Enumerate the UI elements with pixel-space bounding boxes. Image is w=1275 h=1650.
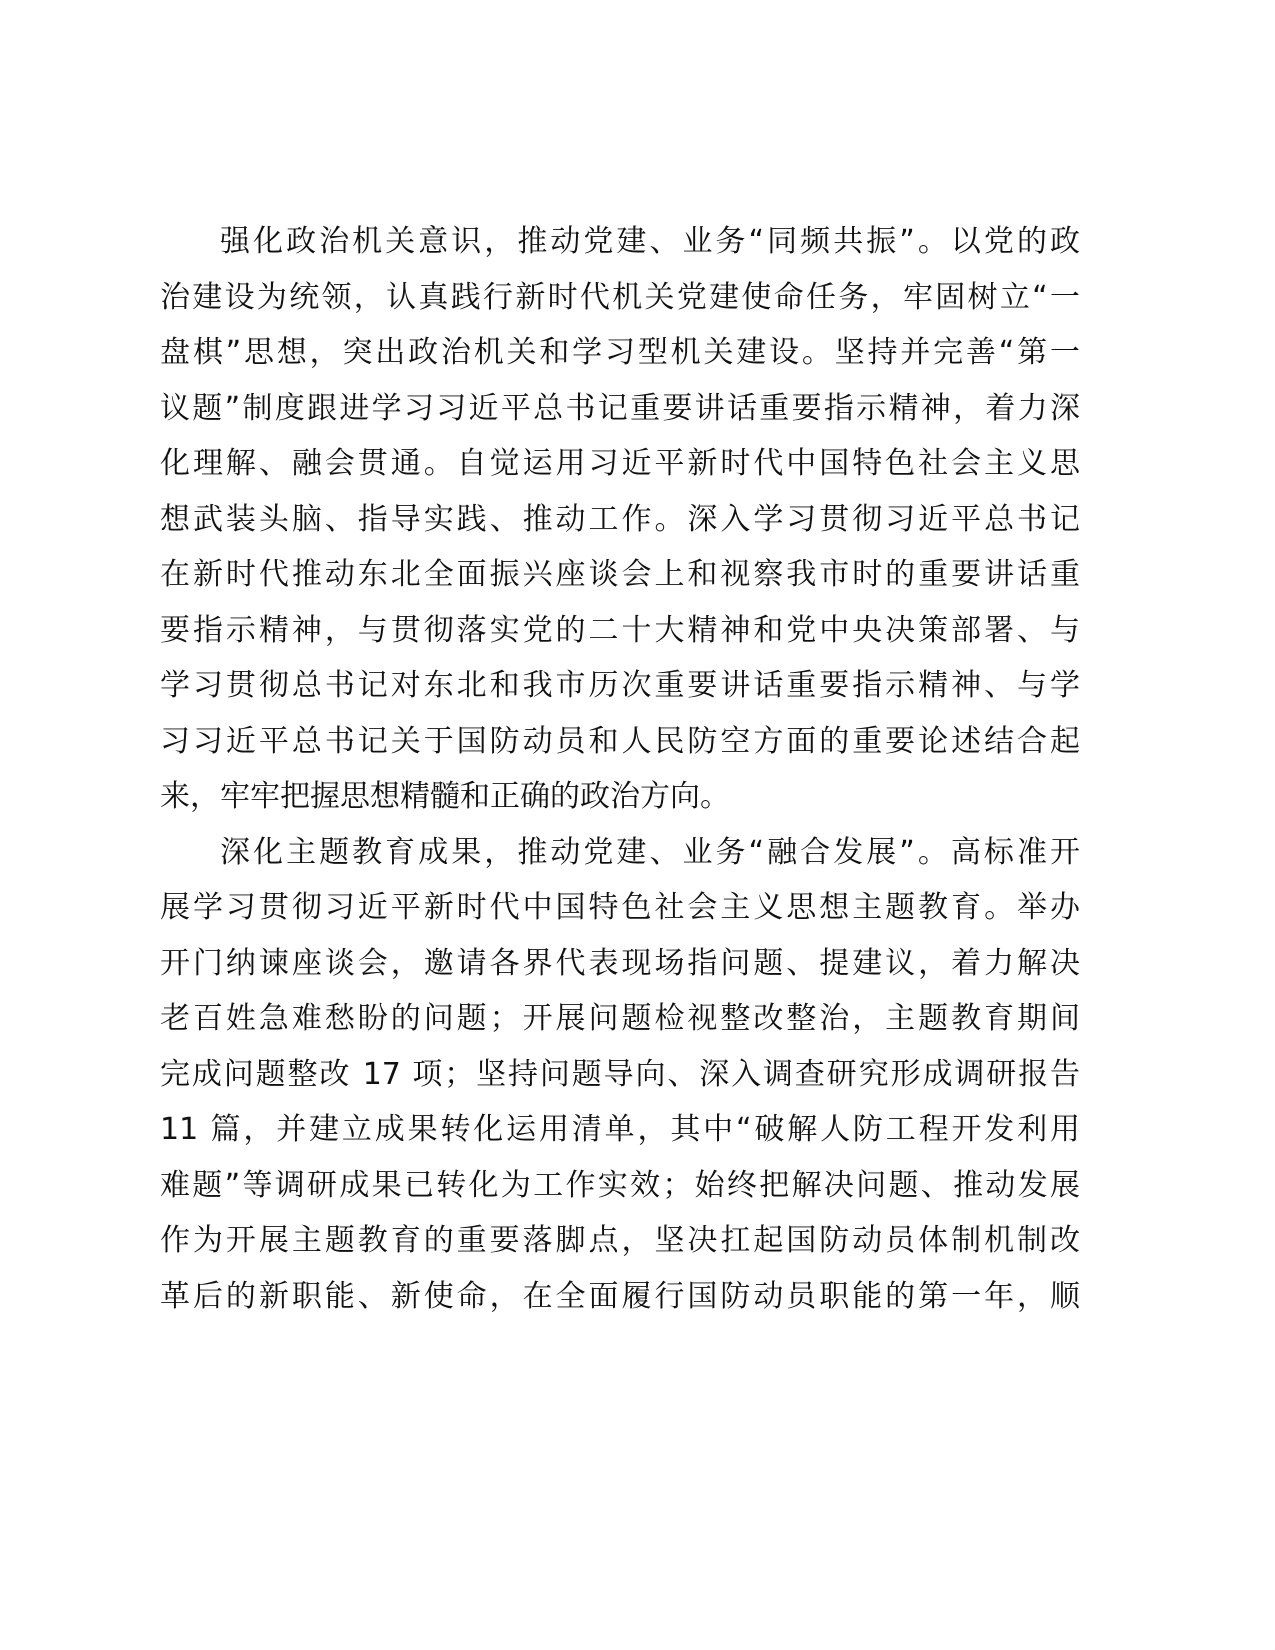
text-line: 难题”等调研成果已转化为工作实效；始终把解决问题、推动发展 <box>160 1167 1080 1203</box>
text-line: 治建设为统领，认真践行新时代机关党建使命任务，牢固树立“一 <box>160 279 1080 315</box>
text-line: 11 篇，并建立成果转化运用清单，其中“破解人防工程开发利用 <box>160 1112 1080 1147</box>
paragraph-2 <box>160 830 1080 1330</box>
text-line: 展学习贯彻习近平新时代中国特色社会主义思想主题教育。举办 <box>160 890 1080 925</box>
text-line: 完成问题整改 17 项；坚持问题导向、深入调查研究形成调研报告 <box>160 1056 1080 1092</box>
text-line: 来，牢牢把握思想精髓和正确的政治方向。 <box>160 779 730 814</box>
text-line: 习习近平总书记关于国防动员和人民防空方面的重要论述结合起 <box>160 723 1080 759</box>
paragraph-1 <box>160 219 1080 830</box>
text-line: 开门纳谏座谈会，邀请各界代表现场指问题、提建议，着力解决 <box>160 945 1080 981</box>
text-line: 想武装头脑、指导实践、推动工作。深入学习贯彻习近平总书记 <box>160 501 1080 537</box>
text-line: 在新时代推动东北全面振兴座谈会上和视察我市时的重要讲话重 <box>160 557 1080 592</box>
text-line: 革后的新职能、新使命，在全面履行国防动员职能的第一年，顺 <box>160 1278 1080 1314</box>
text-line: 化理解、融会贯通。自觉运用习近平新时代中国特色社会主义思 <box>160 446 1080 481</box>
document-body <box>160 219 1080 1329</box>
text-line: 要指示精神，与贯彻落实党的二十大精神和党中央决策部署、与 <box>160 612 1080 648</box>
text-line: 作为开展主题教育的重要落脚点，坚决扛起国防动员体制机制改 <box>160 1223 1080 1258</box>
text-line: 老百姓急难愁盼的问题；开展问题检视整改整治，主题教育期间 <box>160 1001 1080 1036</box>
text-line: 议题”制度跟进学习习近平总书记重要讲话重要指示精神，着力深 <box>160 390 1080 426</box>
text-line: 强化政治机关意识，推动党建、业务“同频共振”。以党的政 <box>220 224 1080 259</box>
text-line: 学习贯彻总书记对东北和我市历次重要讲话重要指示精神、与学 <box>160 668 1080 703</box>
text-line: 深化主题教育成果，推动党建、业务“融合发展”。高标准开 <box>220 834 1080 870</box>
text-line: 盘棋”思想，突出政治机关和学习型机关建设。坚持并完善“第一 <box>160 335 1080 370</box>
